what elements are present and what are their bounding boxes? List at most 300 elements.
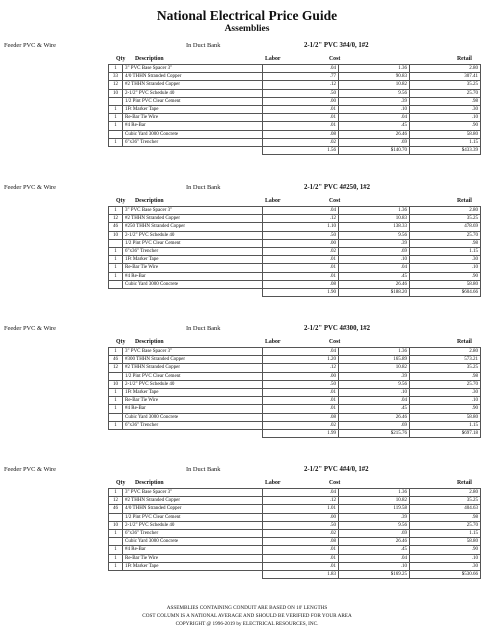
row-description: Re-Bar Tie Wire <box>123 264 263 272</box>
col-qty: Qty <box>116 56 126 62</box>
row-cost: 10.82 <box>339 497 410 505</box>
table-row <box>109 505 481 513</box>
row-retail: 307.41 <box>410 73 481 81</box>
row-qty: 1 <box>109 562 123 570</box>
table-row <box>109 223 481 231</box>
row-cost: 10.82 <box>339 81 410 89</box>
row-retail: 1.15 <box>410 421 481 429</box>
row-qty: 1 <box>109 546 123 554</box>
table-row <box>109 231 481 239</box>
row-retail: 35.25 <box>410 497 481 505</box>
row-cost: .45 <box>339 405 410 413</box>
row-retail: 35.25 <box>410 81 481 89</box>
row-retail: .98 <box>410 372 481 380</box>
row-retail: .10 <box>410 264 481 272</box>
total-row <box>109 288 481 296</box>
table-row <box>109 73 481 81</box>
row-description: 6"x36" Trencher <box>123 529 263 537</box>
row-labor: .50 <box>263 521 339 529</box>
row-cost: .39 <box>339 239 410 247</box>
table-row <box>109 397 481 405</box>
table-row <box>109 89 481 97</box>
row-qty <box>109 280 123 288</box>
row-labor: .02 <box>263 138 339 146</box>
row-qty: 10 <box>109 521 123 529</box>
row-description: 2-1/2" PVC Schedule 40 <box>123 521 263 529</box>
row-description: 3" PVC Base Spacer 3" <box>123 65 263 73</box>
table-row <box>109 81 481 89</box>
row-qty: 1 <box>109 105 123 113</box>
row-cost: 119.58 <box>339 505 410 513</box>
row-labor: .01 <box>263 122 339 130</box>
col-retail: Retail <box>457 198 472 204</box>
table-row <box>109 65 481 73</box>
row-retail: .10 <box>410 114 481 122</box>
row-retail: 2.80 <box>410 65 481 73</box>
col-qty: Qty <box>116 480 126 486</box>
row-labor: .77 <box>263 73 339 81</box>
row-retail: 478.69 <box>410 223 481 231</box>
row-retail: 2.80 <box>410 489 481 497</box>
row-description: 6"x36" Trencher <box>123 421 263 429</box>
column-headers <box>4 55 490 64</box>
row-cost: 26.46 <box>339 538 410 546</box>
section-spec: 2-1/2" PVC 4#250, 1#2 <box>304 184 371 191</box>
row-description: #2 THHN Stranded Copper <box>123 215 263 223</box>
row-cost: 9.56 <box>339 89 410 97</box>
row-description: 2-1/2" PVC Schedule 40 <box>123 231 263 239</box>
row-cost: .10 <box>339 105 410 113</box>
total-labor: 1.83 <box>263 570 339 578</box>
row-cost: 9.56 <box>339 380 410 388</box>
col-qty: Qty <box>116 198 126 204</box>
row-labor: .00 <box>263 372 339 380</box>
row-cost: 90.83 <box>339 73 410 81</box>
row-qty: 1 <box>109 114 123 122</box>
row-labor: .12 <box>263 497 339 505</box>
column-headers <box>4 479 490 488</box>
col-labor: Labor <box>265 480 281 486</box>
footer-line-3: COPYRIGHT @ 1996-2019 by ELECTRICAL RESOURCES, INC. <box>175 621 319 627</box>
table-row <box>109 138 481 146</box>
row-qty: 46 <box>109 505 123 513</box>
row-retail: .30 <box>410 562 481 570</box>
row-description: 1/2 Pint PVC Clear Cement <box>123 372 263 380</box>
row-cost: .04 <box>339 264 410 272</box>
row-labor: .01 <box>263 397 339 405</box>
row-description: Re-Bar Tie Wire <box>123 114 263 122</box>
col-qty: Qty <box>116 339 126 345</box>
row-labor: .01 <box>263 264 339 272</box>
row-qty: 1 <box>109 421 123 429</box>
row-retail: 25.70 <box>410 231 481 239</box>
row-qty: 1 <box>109 122 123 130</box>
row-cost: 26.46 <box>339 413 410 421</box>
section-category: Feeder PVC & Wire <box>4 466 56 473</box>
section-category: Feeder PVC & Wire <box>4 325 56 332</box>
row-labor: .00 <box>263 239 339 247</box>
row-cost: 138.33 <box>339 223 410 231</box>
row-retail: 35.25 <box>410 215 481 223</box>
row-description: #2 THHN Stranded Copper <box>123 81 263 89</box>
row-qty: 12 <box>109 497 123 505</box>
row-cost: .69 <box>339 421 410 429</box>
table-row <box>109 122 481 130</box>
row-labor: 1.10 <box>263 223 339 231</box>
col-retail: Retail <box>457 56 472 62</box>
column-headers <box>4 338 490 347</box>
section-header <box>4 323 490 334</box>
row-retail: .30 <box>410 105 481 113</box>
table-row <box>109 372 481 380</box>
row-labor: .01 <box>263 114 339 122</box>
row-cost: .10 <box>339 256 410 264</box>
section-header <box>4 182 490 193</box>
row-description: #4 Re-Bar <box>123 546 263 554</box>
assembly-section <box>4 323 490 438</box>
row-description: 1/2 Pint PVC Clear Cement <box>123 97 263 105</box>
col-cost: Cost <box>329 480 341 486</box>
total-cost: $169.25 <box>339 570 410 578</box>
row-qty: 12 <box>109 364 123 372</box>
row-labor: .04 <box>263 65 339 73</box>
table-row <box>109 264 481 272</box>
table-row <box>109 405 481 413</box>
table-row <box>109 513 481 521</box>
row-retail: .10 <box>410 554 481 562</box>
row-description: 1/2 Pint PVC Clear Cement <box>123 239 263 247</box>
row-cost: .10 <box>339 388 410 396</box>
table-row <box>109 554 481 562</box>
row-qty <box>109 538 123 546</box>
table-row <box>109 280 481 288</box>
footer <box>0 604 494 628</box>
total-row <box>109 429 481 437</box>
row-qty: 1 <box>109 247 123 255</box>
row-cost: 1.36 <box>339 65 410 73</box>
row-retail: 35.25 <box>410 364 481 372</box>
total-retail: $530.66 <box>410 570 481 578</box>
section-header <box>4 464 490 475</box>
row-qty <box>109 372 123 380</box>
row-description: #300 THHN Stranded Copper <box>123 356 263 364</box>
section-location: In Duct Bank <box>186 42 221 49</box>
row-labor: .50 <box>263 231 339 239</box>
row-labor: .12 <box>263 215 339 223</box>
row-labor: .12 <box>263 364 339 372</box>
row-labor: .00 <box>263 97 339 105</box>
table-row <box>109 356 481 364</box>
row-labor: .01 <box>263 546 339 554</box>
row-cost: .69 <box>339 529 410 537</box>
row-description: #4 Re-Bar <box>123 122 263 130</box>
section-spec: 2-1/2" PVC 3#4/0, 1#2 <box>304 42 369 49</box>
row-cost: 10.82 <box>339 364 410 372</box>
table-row <box>109 538 481 546</box>
col-description: Description <box>135 339 164 345</box>
total-labor: 1.99 <box>263 429 339 437</box>
table-row <box>109 130 481 138</box>
row-labor: .08 <box>263 130 339 138</box>
section-category: Feeder PVC & Wire <box>4 42 56 49</box>
row-qty: 1 <box>109 405 123 413</box>
row-labor: 1.01 <box>263 505 339 513</box>
row-cost: 10.83 <box>339 215 410 223</box>
row-cost: .45 <box>339 272 410 280</box>
table-row <box>109 114 481 122</box>
row-labor: .04 <box>263 489 339 497</box>
row-retail: .30 <box>410 256 481 264</box>
row-cost: 1.36 <box>339 348 410 356</box>
row-cost: .45 <box>339 122 410 130</box>
row-qty <box>109 239 123 247</box>
row-labor: .01 <box>263 388 339 396</box>
row-qty: 1 <box>109 397 123 405</box>
row-retail: 25.70 <box>410 521 481 529</box>
page-title: National Electrical Price Guide <box>156 8 338 23</box>
total-labor: 1.90 <box>263 288 339 296</box>
row-description: 6"x36" Trencher <box>123 247 263 255</box>
row-qty: 46 <box>109 356 123 364</box>
row-description: 4/0 THHN Stranded Copper <box>123 73 263 81</box>
row-description: #4 Re-Bar <box>123 405 263 413</box>
row-labor: .01 <box>263 105 339 113</box>
row-retail: .10 <box>410 397 481 405</box>
table-row <box>109 215 481 223</box>
row-labor: .08 <box>263 413 339 421</box>
row-labor: .02 <box>263 529 339 537</box>
table-row <box>109 348 481 356</box>
row-qty <box>109 413 123 421</box>
row-description: 2-1/2" PVC Schedule 40 <box>123 89 263 97</box>
row-description: 6"x36" Trencher <box>123 138 263 146</box>
row-retail: 58.80 <box>410 413 481 421</box>
row-retail: .30 <box>410 388 481 396</box>
row-qty: 1 <box>109 529 123 537</box>
items-table <box>108 488 481 579</box>
row-qty: 10 <box>109 89 123 97</box>
row-cost: 26.46 <box>339 130 410 138</box>
items-table <box>108 206 481 297</box>
row-description: Re-Bar Tie Wire <box>123 554 263 562</box>
row-description: 3" PVC Base Spacer 3" <box>123 207 263 215</box>
row-retail: .98 <box>410 513 481 521</box>
row-labor: .04 <box>263 348 339 356</box>
table-row <box>109 207 481 215</box>
row-cost: .39 <box>339 97 410 105</box>
row-description: Re-Bar Tie Wire <box>123 397 263 405</box>
items-table <box>108 347 481 438</box>
col-description: Description <box>135 56 164 62</box>
row-retail: 1.15 <box>410 247 481 255</box>
row-qty: 1 <box>109 256 123 264</box>
table-row <box>109 256 481 264</box>
row-qty: 1 <box>109 554 123 562</box>
row-qty <box>109 130 123 138</box>
table-row <box>109 272 481 280</box>
row-qty: 1 <box>109 65 123 73</box>
row-description: Cubic Yard 3000 Concrete <box>123 538 263 546</box>
row-retail: .90 <box>410 546 481 554</box>
row-qty <box>109 97 123 105</box>
row-qty: 1 <box>109 264 123 272</box>
row-description: 4/0 THHN Stranded Copper <box>123 505 263 513</box>
row-cost: .10 <box>339 562 410 570</box>
row-labor: .02 <box>263 421 339 429</box>
section-location: In Duct Bank <box>186 466 221 473</box>
row-description: 1Ft Marker Tape <box>123 256 263 264</box>
table-row <box>109 413 481 421</box>
row-qty: 1 <box>109 272 123 280</box>
row-description: 1Ft Marker Tape <box>123 562 263 570</box>
row-retail: 1.15 <box>410 138 481 146</box>
row-cost: .04 <box>339 114 410 122</box>
row-retail: 404.63 <box>410 505 481 513</box>
row-cost: .39 <box>339 372 410 380</box>
page-subtitle: Assemblies <box>224 24 270 34</box>
row-qty: 1 <box>109 388 123 396</box>
row-cost: 26.46 <box>339 280 410 288</box>
footer-line-1: ASSEMBLIES CONTAINING CONDUIT ARE BASED ON 10' LENGTHS <box>166 605 328 611</box>
row-description: 1Ft Marker Tape <box>123 105 263 113</box>
total-row <box>109 570 481 578</box>
table-row <box>109 247 481 255</box>
table-row <box>109 364 481 372</box>
assembly-section <box>4 464 490 579</box>
row-retail: .90 <box>410 272 481 280</box>
total-cost: $188.20 <box>339 288 410 296</box>
row-qty: 1 <box>109 489 123 497</box>
total-retail: $433.39 <box>410 146 481 154</box>
row-labor: .50 <box>263 89 339 97</box>
column-headers <box>4 197 490 206</box>
row-qty <box>109 513 123 521</box>
row-retail: 2.80 <box>410 207 481 215</box>
assembly-section <box>4 40 490 155</box>
row-description: #4 Re-Bar <box>123 272 263 280</box>
row-description: #2 THHN Stranded Copper <box>123 364 263 372</box>
row-description: #2 THHN Stranded Copper <box>123 497 263 505</box>
row-labor: .50 <box>263 380 339 388</box>
total-cost: $140.70 <box>339 146 410 154</box>
section-spec: 2-1/2" PVC 4#300, 1#2 <box>304 325 371 332</box>
row-retail: 58.80 <box>410 130 481 138</box>
row-description: 1Ft Marker Tape <box>123 388 263 396</box>
row-retail: 2.80 <box>410 348 481 356</box>
row-qty: 1 <box>109 348 123 356</box>
row-description: Cubic Yard 3000 Concrete <box>123 130 263 138</box>
row-description: 3" PVC Base Spacer 3" <box>123 348 263 356</box>
row-cost: 1.36 <box>339 489 410 497</box>
section-location: In Duct Bank <box>186 184 221 191</box>
row-retail: 58.80 <box>410 280 481 288</box>
row-cost: 1.36 <box>339 207 410 215</box>
table-row <box>109 421 481 429</box>
row-description: 2-1/2" PVC Schedule 40 <box>123 380 263 388</box>
col-cost: Cost <box>329 56 341 62</box>
row-labor: 1.20 <box>263 356 339 364</box>
row-qty: 10 <box>109 380 123 388</box>
total-row <box>109 146 481 154</box>
table-row <box>109 497 481 505</box>
row-retail: 25.70 <box>410 380 481 388</box>
row-qty: 46 <box>109 223 123 231</box>
footer-line-2: COST COLUMN IS A NATIONAL AVERAGE AND SHOULD BE VERIFIED FOR YOUR AREA <box>142 613 352 619</box>
col-cost: Cost <box>329 339 341 345</box>
row-qty: 12 <box>109 81 123 89</box>
row-cost: 9.56 <box>339 521 410 529</box>
row-cost: .69 <box>339 247 410 255</box>
row-cost: .45 <box>339 546 410 554</box>
table-row <box>109 562 481 570</box>
row-description: Cubic Yard 3000 Concrete <box>123 280 263 288</box>
row-retail: 1.15 <box>410 529 481 537</box>
section-header <box>4 40 490 51</box>
row-description: 3" PVC Base Spacer 3" <box>123 489 263 497</box>
assembly-section <box>4 182 490 297</box>
table-row <box>109 546 481 554</box>
table-row <box>109 388 481 396</box>
row-cost: 9.56 <box>339 231 410 239</box>
row-labor: .00 <box>263 513 339 521</box>
table-row <box>109 105 481 113</box>
items-table <box>108 64 481 155</box>
row-cost: .69 <box>339 138 410 146</box>
col-labor: Labor <box>265 56 281 62</box>
table-row <box>109 239 481 247</box>
col-description: Description <box>135 480 164 486</box>
row-description: #250 THHN Stranded Copper <box>123 223 263 231</box>
total-labor: 1.56 <box>263 146 339 154</box>
row-cost: .04 <box>339 554 410 562</box>
row-retail: .98 <box>410 97 481 105</box>
row-labor: .02 <box>263 247 339 255</box>
row-cost: .04 <box>339 397 410 405</box>
row-qty: 10 <box>109 231 123 239</box>
section-location: In Duct Bank <box>186 325 221 332</box>
row-labor: .01 <box>263 554 339 562</box>
section-category: Feeder PVC & Wire <box>4 184 56 191</box>
row-labor: .01 <box>263 562 339 570</box>
row-qty: 12 <box>109 215 123 223</box>
table-row <box>109 521 481 529</box>
row-labor: .08 <box>263 280 339 288</box>
total-retail: $604.66 <box>410 288 481 296</box>
total-cost: $215.76 <box>339 429 410 437</box>
row-labor: .12 <box>263 81 339 89</box>
row-qty: 33 <box>109 73 123 81</box>
col-description: Description <box>135 198 164 204</box>
row-description: Cubic Yard 3000 Concrete <box>123 413 263 421</box>
row-labor: .01 <box>263 256 339 264</box>
row-cost: .39 <box>339 513 410 521</box>
table-row <box>109 97 481 105</box>
row-retail: 58.80 <box>410 538 481 546</box>
row-labor: .04 <box>263 207 339 215</box>
table-row <box>109 529 481 537</box>
row-description: 1/2 Pint PVC Clear Cement <box>123 513 263 521</box>
col-retail: Retail <box>457 480 472 486</box>
table-row <box>109 489 481 497</box>
col-retail: Retail <box>457 339 472 345</box>
total-retail: $697.18 <box>410 429 481 437</box>
row-retail: .90 <box>410 405 481 413</box>
row-retail: .98 <box>410 239 481 247</box>
row-retail: 573.21 <box>410 356 481 364</box>
col-cost: Cost <box>329 198 341 204</box>
table-row <box>109 380 481 388</box>
row-labor: .01 <box>263 405 339 413</box>
